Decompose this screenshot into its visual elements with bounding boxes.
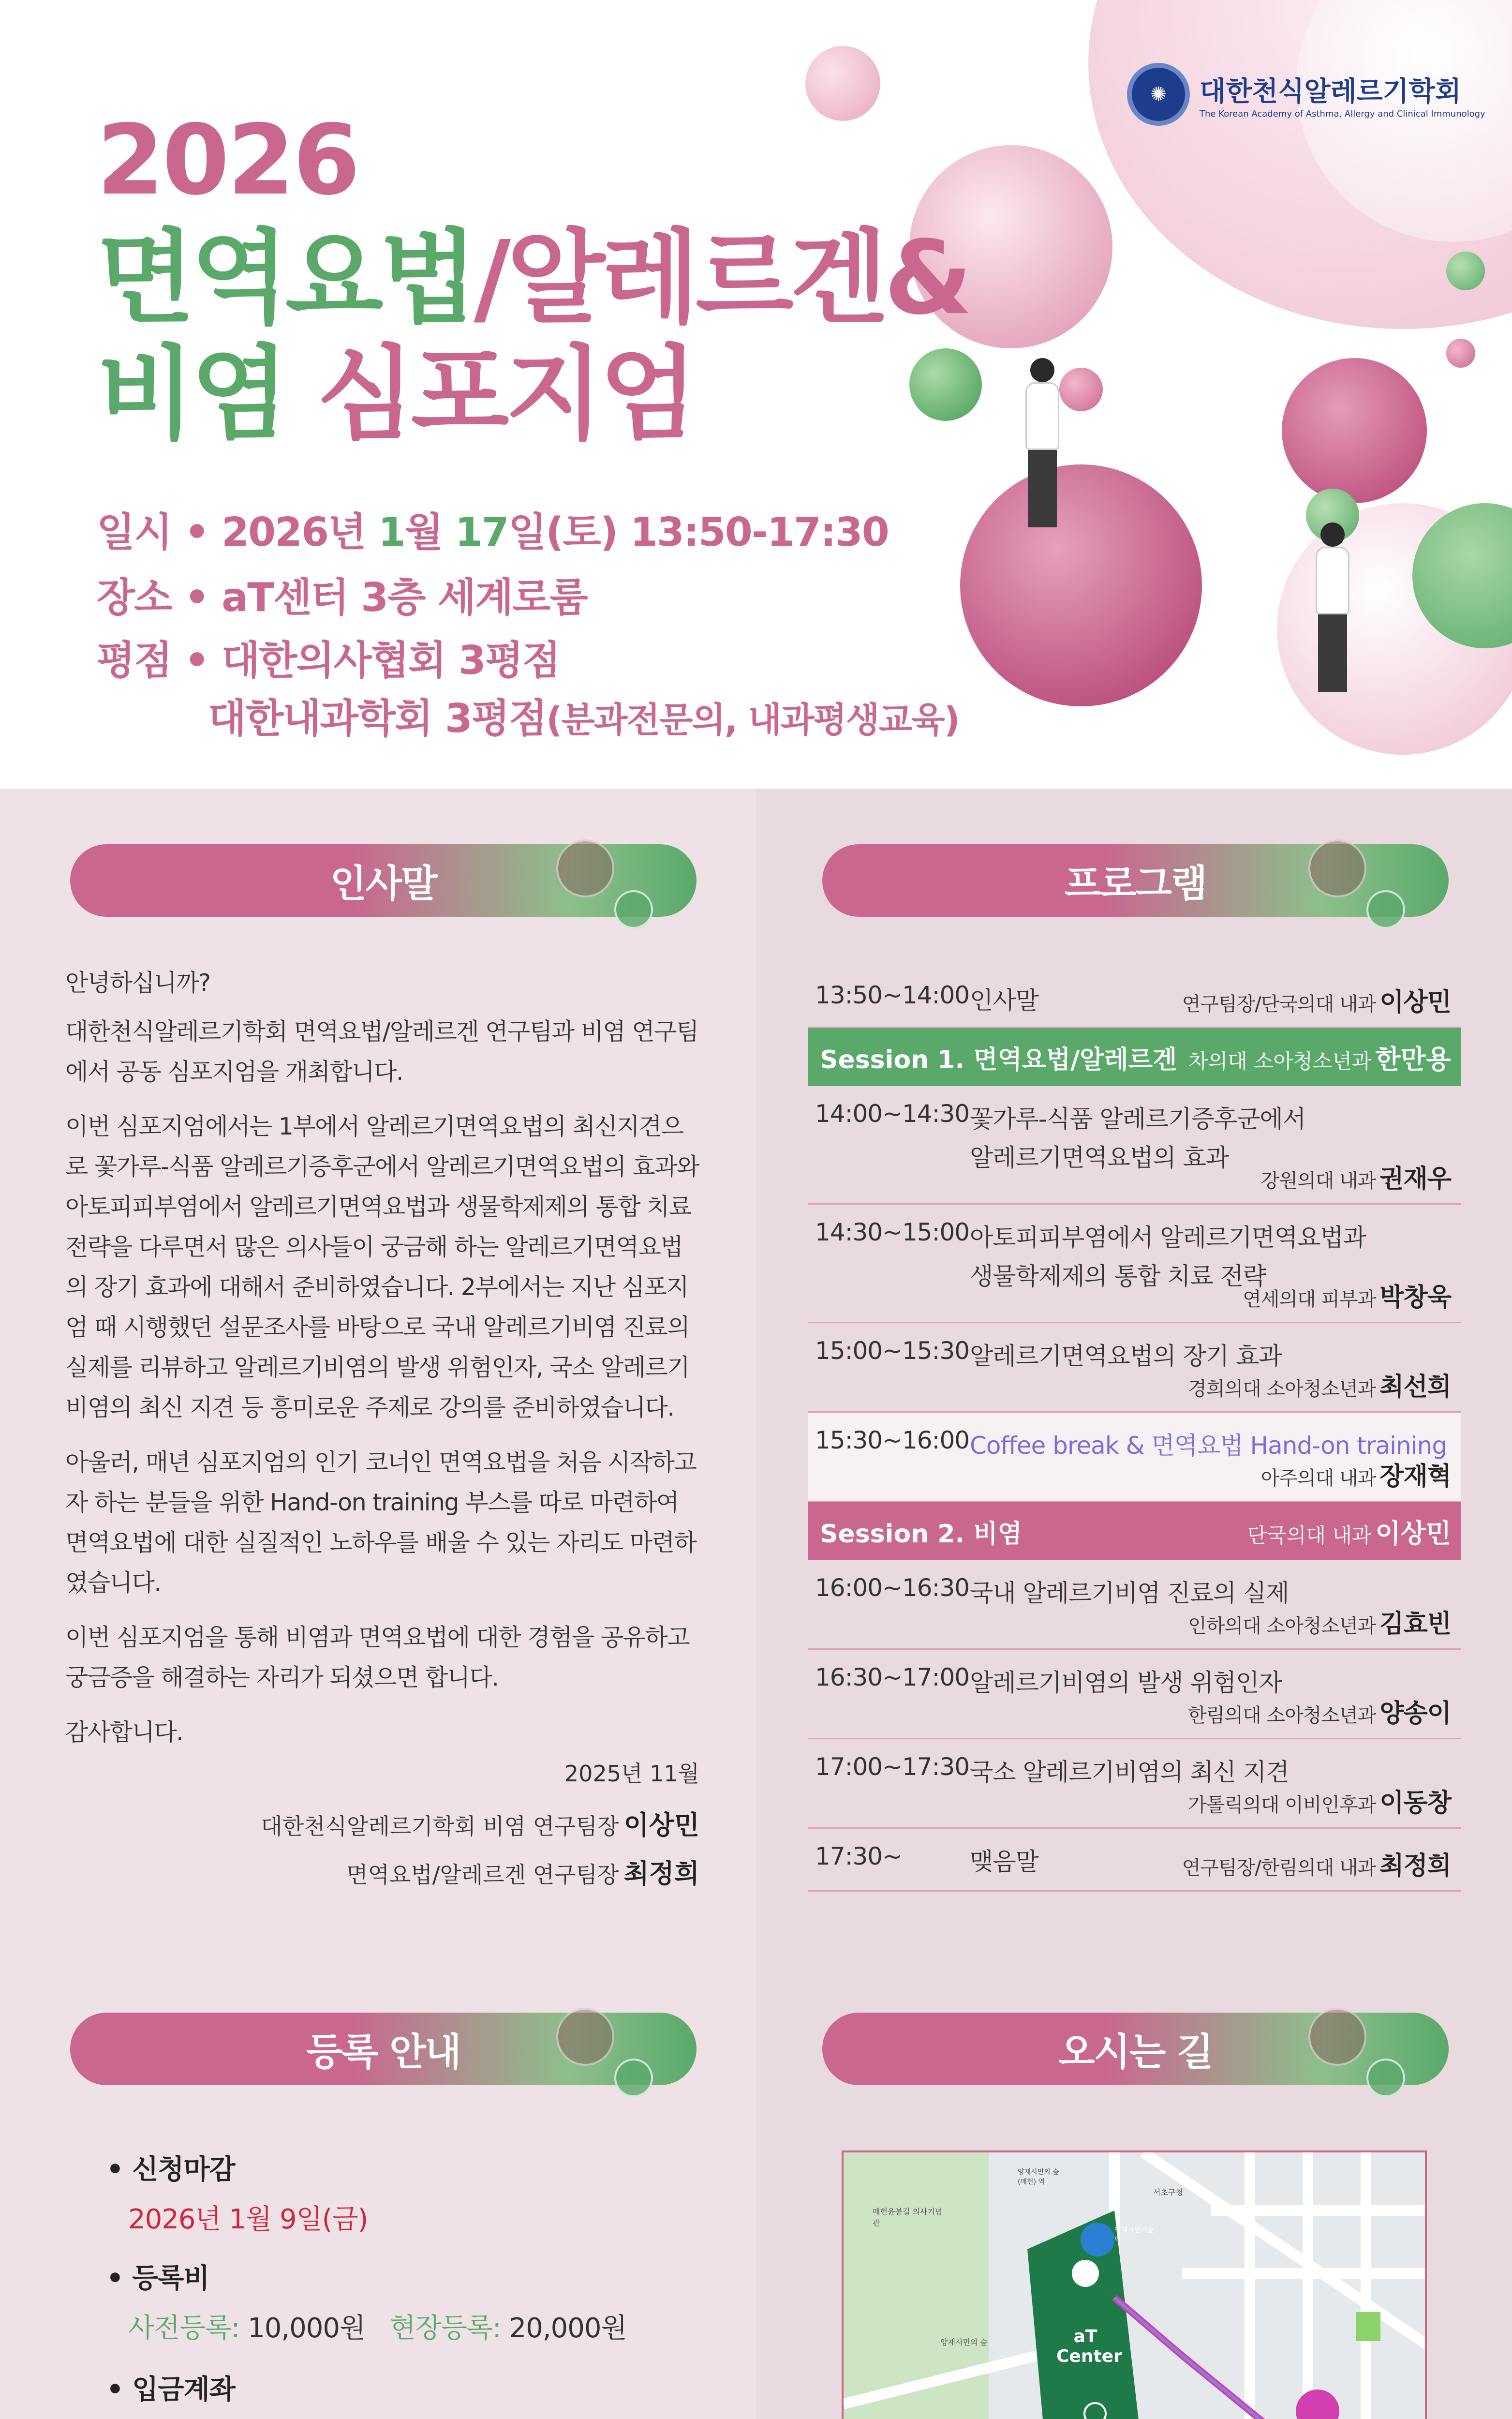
decor-bubble <box>1446 339 1475 368</box>
green-bubble <box>1446 252 1485 290</box>
program-row: 16:00~16:30 국내 알레르기비염 진료의 실제 인하의대 소아청소년과 김효빈 <box>808 1560 1461 1650</box>
program-row: 17:30~ 맺음말 연구팀장/한림의대 내과 최정희 <box>808 1829 1461 1892</box>
title-line-2: 비염 심포지엄 <box>97 335 694 453</box>
event-credit-2: 대한내과학회 3평점(분과전문의, 내과평생교육) <box>208 696 959 742</box>
session-2-header: Session 2. 비염 단국의대 내과 이상민 <box>808 1502 1461 1560</box>
program-row: 14:30~15:00 아토피피부염에서 알레르기면역요법과 생물학제제의 통합 치료 전략 연세의대 피부과 박창욱 <box>808 1205 1461 1323</box>
logo-name-en: The Korean Academy of Asthma, Allergy and Clinical Immunology <box>1200 108 1485 119</box>
green-bubble <box>909 348 982 421</box>
researcher-figure <box>1025 358 1059 532</box>
registration-header: 등록 안내 <box>70 2013 697 2085</box>
decor-bubble <box>805 46 880 121</box>
map-label: 양재시민의숲역 <box>1114 2226 1154 2244</box>
pink-sphere <box>1282 358 1427 503</box>
reg-fee: • 등록비 사전등록: 10,000원 현장등록: 20,000원 <box>106 2257 627 2352</box>
program-row: 13:50~14:00 인사말 연구팀장/단국의대 내과 이상민 <box>808 968 1461 1028</box>
society-logo <box>1127 63 1485 126</box>
program-row: 17:00~17:30 국소 알레르기비염의 최신 지견 가톨릭의대 이비인후과 이동창 <box>808 1739 1461 1829</box>
program-row: 14:00~14:30 꽃가루-식품 알레르기증후군에서 알레르기면역요법의 효과 강원의대 내과 권재우 <box>808 1086 1461 1205</box>
greeting-header: 인사말 <box>70 844 697 917</box>
title-line-1: 면역요법/알레르겐& <box>97 219 969 337</box>
event-venue: 장소 • aT센터 3층 세계로룸 <box>97 575 587 621</box>
event-year: 2026 <box>97 104 358 217</box>
location-map <box>842 2150 1427 2419</box>
program-row-break: 15:30~16:00 Coffee break & 면역요법 Hand-on training 아주의대 내과 장재혁 <box>808 1413 1461 1502</box>
map-label: 양재시민의 숲(매헌) 역 <box>1018 2168 1059 2186</box>
researcher-figure <box>1316 523 1349 697</box>
greeting-date: 2025년 11월 <box>564 1761 699 1787</box>
event-date: 일시 • 2026년 1월 17일(토) 13:50-17:30 <box>97 509 889 555</box>
program-header: 프로그램 <box>822 844 1449 917</box>
logo-name-ko: 대한천식알레르기학회 <box>1200 75 1461 107</box>
map-label: 매헌윤봉길 의사기념관 <box>873 2207 943 2227</box>
logo-emblem-icon: ✺ <box>1127 63 1190 126</box>
pink-sphere <box>960 464 1202 706</box>
program-row: 16:30~17:00 알레르기비염의 발생 위험인자 한림의대 소아청소년과 양송이 <box>808 1650 1461 1739</box>
decor-bubble <box>1059 368 1103 411</box>
session-1-header: Session 1. 면역요법/알레르겐 차의대 소아청소년과 한만용 <box>808 1028 1461 1086</box>
signature-2: 면역요법/알레르겐 연구팀장 최정희 <box>346 1858 699 1889</box>
map-graphic <box>844 2152 1427 2419</box>
map-label: 양재시민의 숲 <box>940 2338 988 2347</box>
program-table <box>808 968 1461 1892</box>
map-label-center: aT Center <box>1056 2327 1122 2366</box>
map-label: 서초구청 <box>1153 2188 1183 2197</box>
reg-account: • 입금계좌 <box>106 2368 499 2419</box>
reg-deadline: • 신청마감 2026년 1월 9일(금) <box>106 2148 368 2243</box>
event-credit-1: 평점 • 대한의사협회 3평점 <box>97 638 560 684</box>
greeting-text: 안녕하십니까? 대한천식알레르기학회 면역요법/알레르겐 연구팀과 비염 연구팀에서 공동 심포지엄을 개최합니다. 이번 심포지엄에서는 1부에서 알레르기면역요법의 최신지견으로 꽃가루-식품 알레르기증후군에서 알레르기면역요법의 효과와 아토피피부염에서 알레르기면역요법과 생물학제제의 통합 치료 전략을 다루면서 많은 의사들이 궁금해 하는 알레르기면역요법의 장기 효과에 대해서 준비하였습니다. 2부에서는 지난 심포지엄 때 시행했던 설문조사를 바탕으로 국내 알레르기비염 진료의 실제를 리뷰하고 알레르기비염의 발생 위험인자, 국소 알레르기비염의 최신 지견 등 흥미로운 주제로 강의를 준비하였습니다. 아울러, 매년 심포지엄의 인기 코너인 면역요법을 처음 시작하고자 하는 분들을 위한 Hand-on training 부스를 따로 마련하여 면역요법에 대한 실질적인 노하우를 배울 수 있는 자리도 마련하였습니다. 이번 심포지엄을 통해 비염과 면역요법에 대한 경험을 공유하고 궁금증을 해결하는 자리가 되셨으면 합니다. 감사합니다. <box>65 969 699 1746</box>
signature-1: 대한천식알레르기학회 비염 연구팀장 이상민 <box>261 1810 699 1840</box>
directions-header: 오시는 길 <box>822 2013 1449 2085</box>
program-row: 15:00~15:30 알레르기면역요법의 장기 효과 경희의대 소아청소년과 최선희 <box>808 1323 1461 1413</box>
hero-banner <box>0 0 1512 789</box>
